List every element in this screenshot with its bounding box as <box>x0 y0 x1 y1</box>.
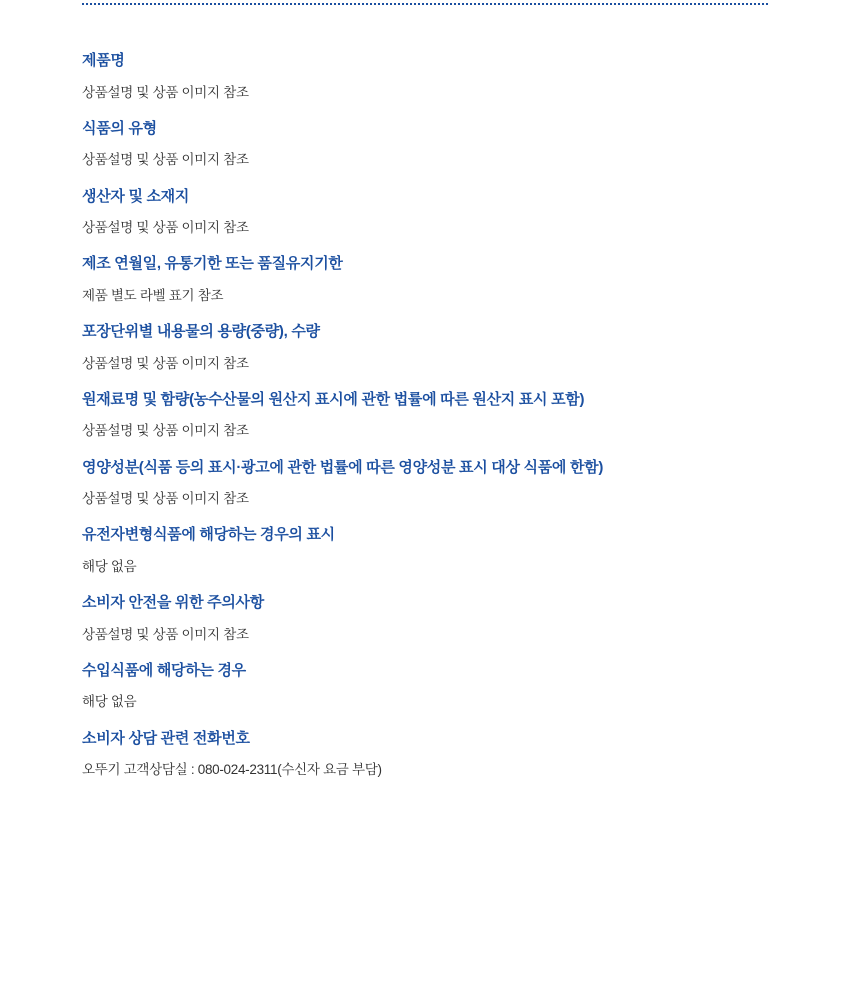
info-desc: 상품설명 및 상품 이미지 참조 <box>82 491 249 506</box>
info-term: 소비자 안전을 위한 주의사항 <box>82 594 264 611</box>
info-desc: 상품설명 및 상품 이미지 참조 <box>82 84 249 100</box>
info-desc: 상품설명 및 상품 이미지 참조 <box>82 355 249 371</box>
info-item-producer-location <box>82 186 782 239</box>
info-term: 소비자 상담 관련 전화번호 <box>82 729 250 747</box>
info-term: 원재료명 및 함량(농수산물의 원산지 표시에 관한 법률에 따른 원산지 표시 포함) <box>82 390 585 408</box>
info-term: 제조 연월일, 유통기한 또는 품질유지기한 <box>82 255 343 273</box>
info-desc: 해당 없음 <box>82 694 137 710</box>
info-item-imported-food <box>82 660 782 713</box>
info-term: 유전자변형식품에 해당하는 경우의 표시 <box>82 526 335 544</box>
info-term: 수입식품에 해당하는 경우 <box>82 661 246 679</box>
info-item-nutrition <box>82 457 782 510</box>
product-info-list <box>82 50 782 780</box>
info-item-product-name <box>82 50 782 103</box>
info-term: 제품명 <box>82 52 125 69</box>
info-desc: 해당 없음 <box>82 558 137 574</box>
info-desc: 상품설명 및 상품 이미지 참조 <box>82 220 249 235</box>
info-item-package-volume <box>82 321 782 374</box>
info-term: 포장단위별 내용물의 용량(중량), 수량 <box>82 323 320 340</box>
info-desc: 상품설명 및 상품 이미지 참조 <box>82 152 249 168</box>
info-term: 식품의 유형 <box>82 119 157 137</box>
top-divider <box>82 3 768 5</box>
info-item-manufacture-date <box>82 253 782 306</box>
info-term: 생산자 및 소재지 <box>82 187 190 205</box>
info-desc: 제품 별도 라벨 표기 참조 <box>82 287 224 303</box>
info-desc: 오뚜기 고객상담실 : 080-024-2311(수신자 요금 부담) <box>82 762 382 777</box>
info-desc: 상품설명 및 상품 이미지 참조 <box>82 423 249 439</box>
info-item-safety-caution <box>82 592 782 645</box>
info-term: 영양성분(식품 등의 표시·광고에 관한 법률에 따른 영양성분 표시 대상 식품에 한함) <box>82 458 604 476</box>
info-item-customer-service-phone <box>82 728 782 781</box>
info-desc: 상품설명 및 상품 이미지 참조 <box>82 626 249 642</box>
info-item-ingredients <box>82 389 782 442</box>
info-item-gmo <box>82 524 782 577</box>
info-item-food-type <box>82 118 782 171</box>
